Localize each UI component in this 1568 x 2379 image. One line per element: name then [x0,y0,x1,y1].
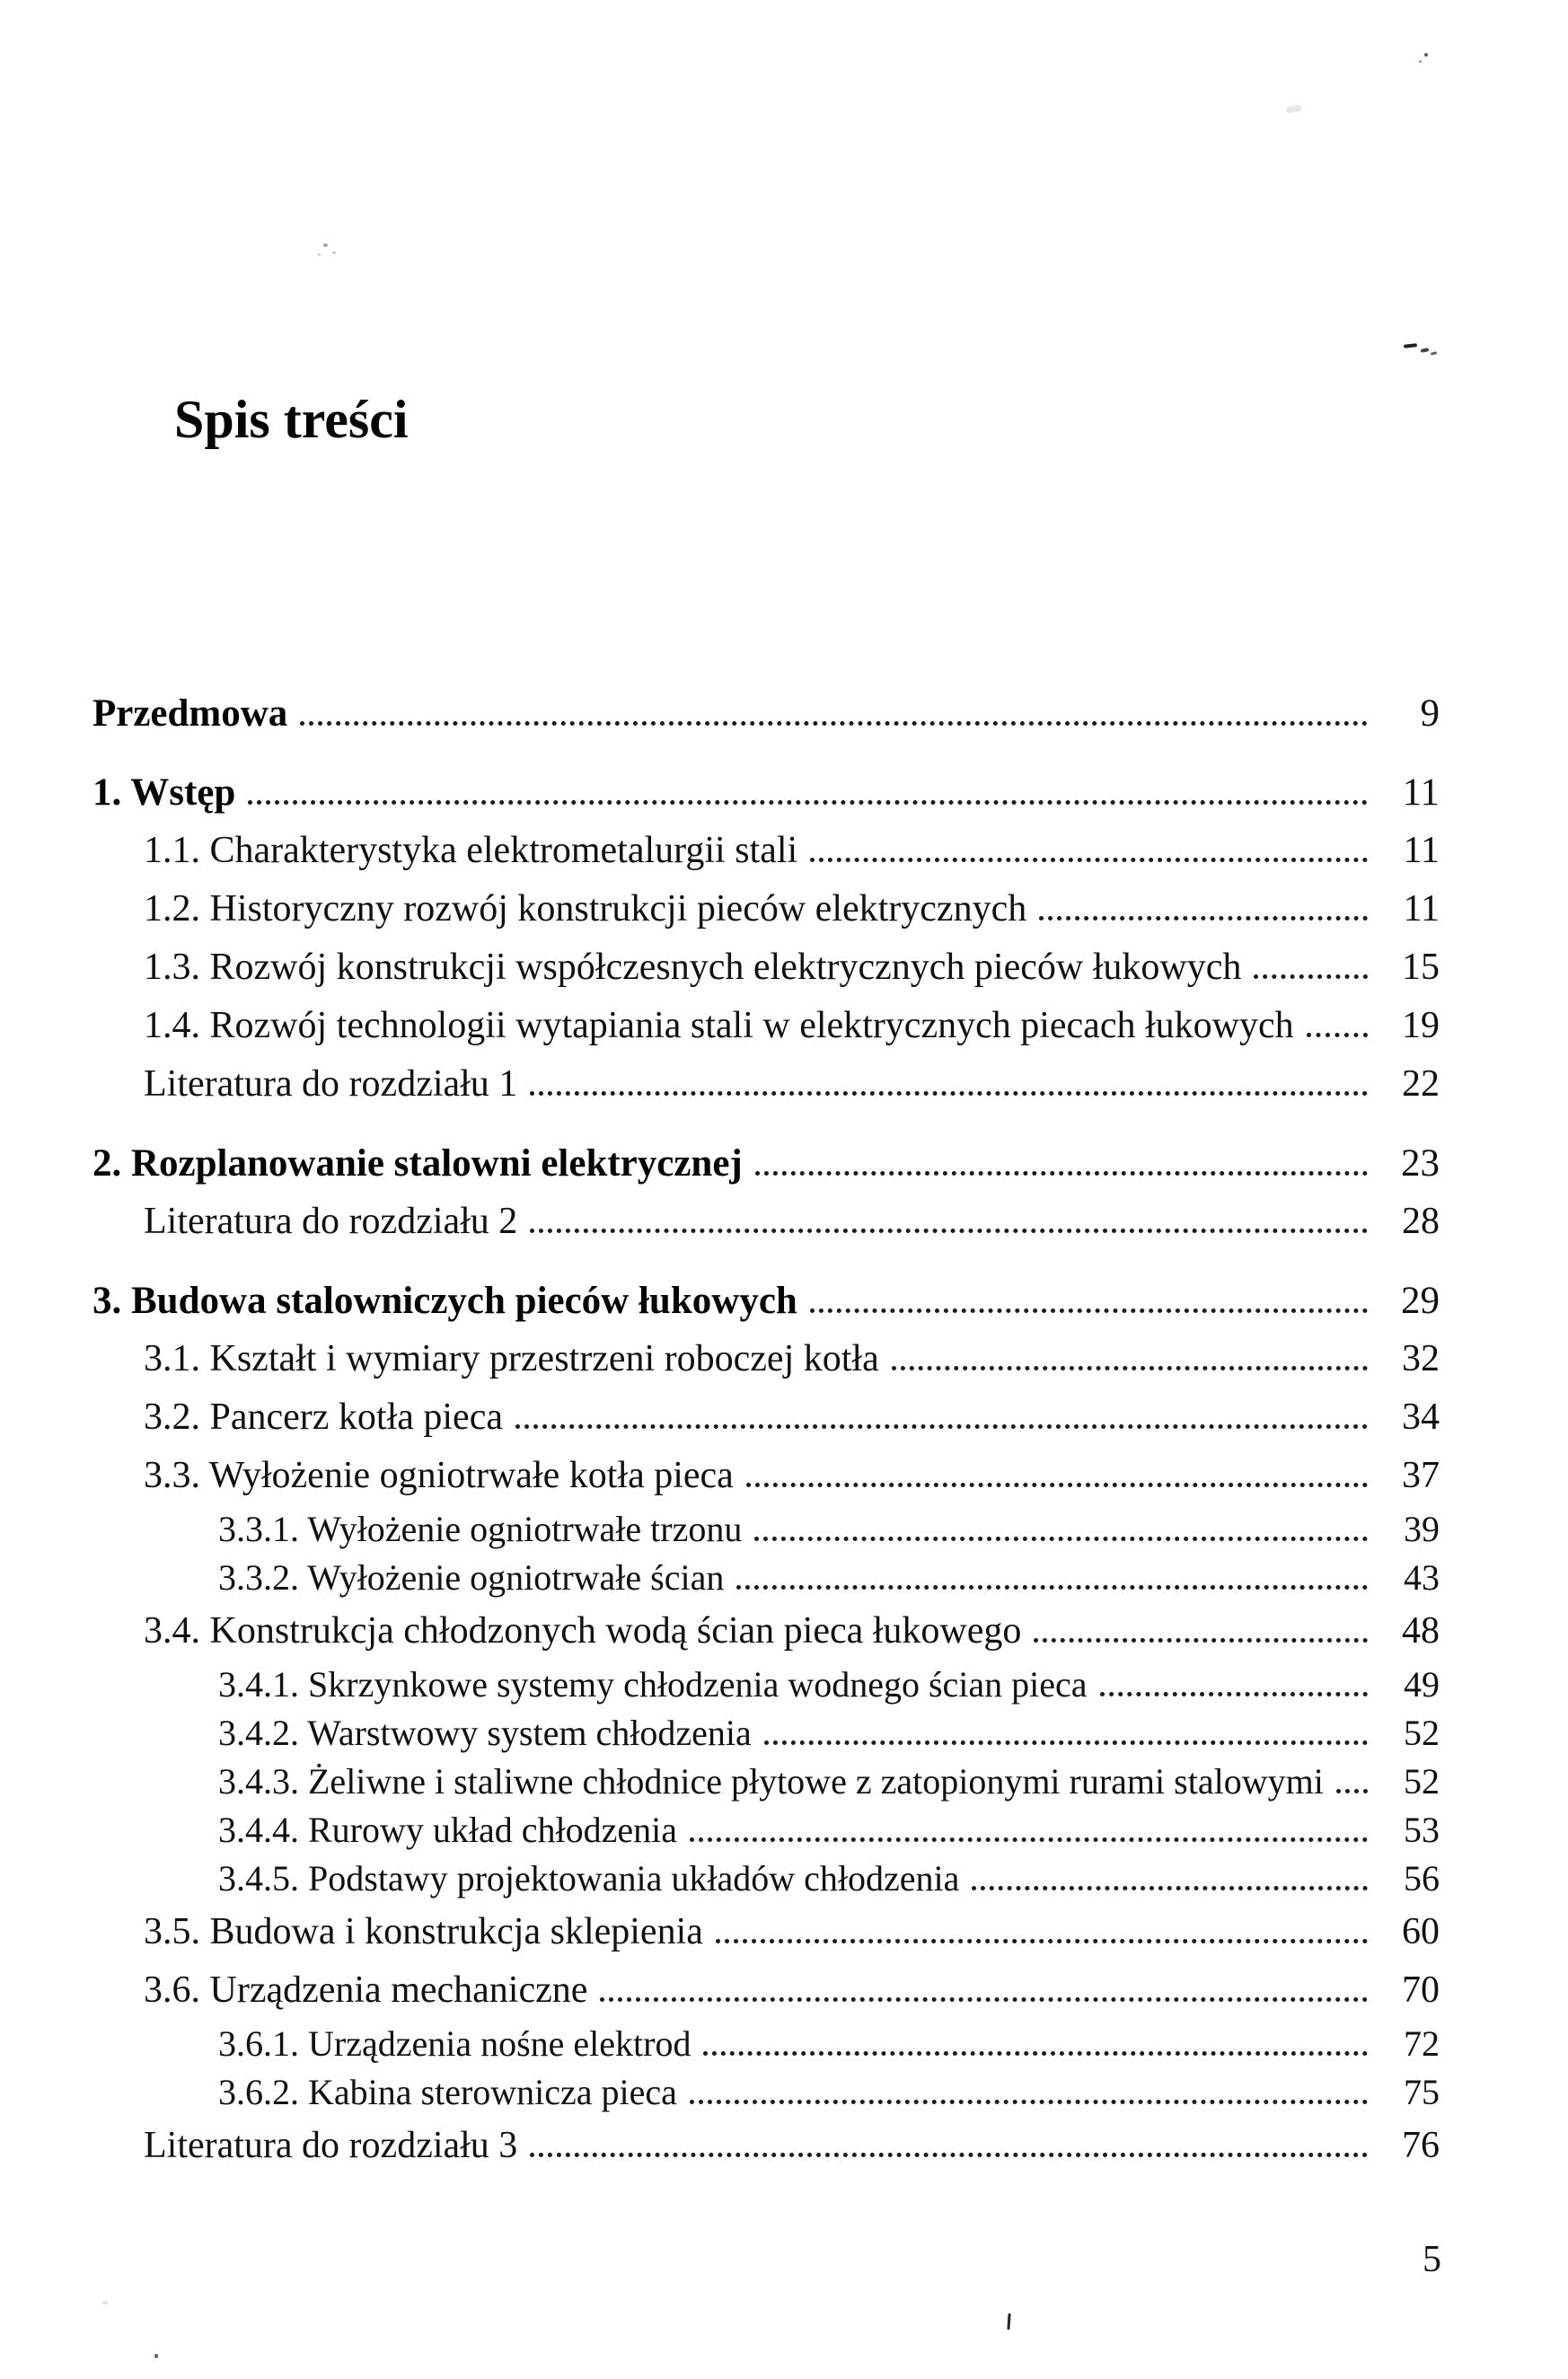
scan-speck [332,251,336,254]
toc-entry-label: 3.6. Urządzenia mechaniczne [144,1969,588,2011]
toc-entry [92,880,1440,938]
dot-leader [755,1171,1368,1176]
toc-entry-page: 75 [1404,2072,1440,2112]
toc-entry [92,1903,1440,1961]
toc-entry [92,1961,1440,2020]
toc-entry [92,1193,1440,1251]
toc-entry-page: 70 [1402,1969,1440,2011]
dot-leader [1039,916,1368,921]
toc-entry-label: 2. Rozplanowanie stalowni elektrycznej [92,1142,743,1185]
scan-speck [1424,53,1428,57]
dot-leader [764,1740,1368,1745]
toc-entry-label: 3.5. Budowa i konstrukcja sklepienia [144,1911,703,1952]
dot-leader [1254,974,1368,979]
toc-entry-page: 37 [1402,1455,1440,1496]
toc-entry-page: 76 [1402,2125,1440,2166]
dot-leader [972,1886,1368,1890]
toc-entry [92,1330,1440,1388]
toc-entry-label: 1.2. Historyczny rozwój konstrukcji pieców elektrycznych [144,888,1027,930]
toc-entry [92,1134,1440,1193]
toc-entry-page: 11 [1403,888,1440,930]
toc-entry [92,1758,1440,1806]
toc-entry-label: 3. Budowa stalowniczych pieców łukowych [92,1280,797,1322]
scan-dash [1431,351,1438,356]
toc-entry-page: 22 [1402,1063,1440,1105]
toc-entry [92,938,1440,997]
toc-entry-page: 11 [1403,830,1440,871]
toc-entry [92,2020,1440,2068]
toc-entry-label: 1.3. Rozwój konstrukcji współczesnych elektrycznych pieców łukowych [144,947,1242,988]
dot-leader [530,2153,1368,2157]
toc-entry-page: 39 [1404,1509,1440,1549]
dot-leader [300,721,1368,726]
toc-entry-page: 29 [1401,1280,1440,1322]
toc-entry [92,2117,1440,2175]
toc-entry-page: 28 [1402,1201,1440,1242]
toc-entry-page: 72 [1404,2023,1440,2064]
toc-entry-page: 11 [1402,771,1440,814]
page-number: 5 [1423,2239,1441,2280]
toc-entry-page: 52 [1404,1713,1440,1753]
toc-entry-label: 3.4.1. Skrzynkowe systemy chłodzenia wodnego ścian pieca [218,1664,1088,1705]
toc-entry-label: 3.4. Konstrukcja chłodzonych wodą ścian pieca łukowego [144,1610,1022,1652]
dot-leader [530,1229,1368,1233]
scan-speck [318,253,321,256]
dot-leader [746,1483,1368,1487]
toc-entry [92,822,1440,880]
dot-leader [736,1585,1368,1590]
toc-entry-label: 3.3.1. Wyłożenie ogniotrwałe trzonu [218,1509,743,1549]
toc-entry [92,1661,1440,1709]
toc-entry-label: Przedmowa [92,692,288,735]
toc-entry [92,997,1440,1055]
toc-entry [92,2068,1440,2117]
toc-entry-label: 3.3. Wyłożenie ogniotrwałe kotła pieca [144,1455,734,1496]
dot-leader [810,1308,1368,1313]
toc-entry-label: 3.6.1. Urządzenia nośne elektrod [218,2023,692,2064]
toc-entry [92,684,1440,743]
toc-entry-label: 3.2. Pancerz kotła pieca [144,1397,503,1438]
toc-entry-page: 34 [1402,1397,1440,1438]
toc-entry-label: 3.3.2. Wyłożenie ogniotrwałe ścian [218,1557,725,1598]
toc-entry-page: 49 [1404,1664,1440,1705]
toc-entry-label: 1. Wstęp [92,771,236,814]
scan-smudge [1286,105,1302,114]
dot-leader [703,2051,1368,2056]
dot-leader [530,1091,1368,1096]
dot-leader [690,1837,1368,1842]
dot-leader [515,1424,1368,1429]
toc-entry-page: 60 [1402,1911,1440,1952]
toc-entry-page: 23 [1401,1142,1440,1185]
toc-entry-label: 3.4.4. Rurowy układ chłodzenia [218,1810,677,1850]
dot-leader [600,1997,1368,2002]
toc-entry-label: Literatura do rozdziału 2 [144,1201,518,1242]
toc-entry [92,1055,1440,1114]
toc-entry-page: 53 [1404,1810,1440,1850]
toc-entry [92,1272,1440,1330]
toc-entry [92,1602,1440,1661]
scan-speck [102,2301,108,2304]
toc-entry [92,1388,1440,1447]
toc-entry [92,1447,1440,1505]
scan-speck [1419,60,1422,63]
toc-entry-page: 19 [1402,1005,1440,1046]
dot-leader [1336,1789,1368,1793]
dot-leader [716,1939,1368,1943]
dot-leader [754,1537,1368,1541]
dot-leader [892,1366,1368,1370]
toc-entry-label: Literatura do rozdziału 1 [144,1063,518,1105]
toc-entry-label: 1.1. Charakterystyka elektrometalurgii stali [144,830,798,871]
dot-leader [690,2100,1368,2104]
toc-entry [92,1806,1440,1855]
toc-entry [92,1709,1440,1758]
dot-leader [1100,1692,1368,1696]
toc-entry-page: 32 [1402,1338,1440,1379]
toc-entry [92,1855,1440,1903]
dot-leader [1034,1638,1368,1643]
dot-leader [810,858,1368,862]
toc-entry-page: 48 [1402,1610,1440,1652]
toc-entry-page: 9 [1420,692,1440,735]
toc-entry-label: 3.4.2. Warstwowy system chłodzenia [218,1713,752,1753]
toc-entry-label: 1.4. Rozwój technologii wytapiania stali w elektrycznych piecach łukowych [144,1005,1294,1046]
toc-list [92,664,1440,2175]
scan-dash [1421,348,1430,353]
toc-entry [92,1505,1440,1554]
toc-entry-label: 3.4.5. Podstawy projektowania układów chłodzenia [218,1858,960,1899]
scan-speck [154,2354,158,2358]
toc-entry [92,763,1440,822]
dot-leader [248,800,1368,805]
toc-entry [92,1554,1440,1602]
toc-entry-label: 3.6.2. Kabina sterownicza pieca [218,2072,677,2112]
toc-entry-page: 43 [1404,1557,1440,1598]
toc-entry-label: Literatura do rozdziału 3 [144,2125,518,2166]
toc-entry-page: 52 [1404,1761,1440,1802]
toc-entry-page: 15 [1402,947,1440,988]
toc-entry-page: 56 [1404,1858,1440,1899]
dot-leader [1307,1033,1368,1037]
scan-speck [323,243,328,247]
page-title: Spis treści [174,390,409,449]
toc-entry-label: 3.4.3. Żeliwne i staliwne chłodnice płytowe z zatopionymi rurami stalowymi [218,1761,1324,1802]
scan-tick [1007,2313,1010,2330]
toc-entry-label: 3.1. Kształt i wymiary przestrzeni roboczej kotła [144,1338,879,1379]
scan-dash [1404,343,1417,348]
